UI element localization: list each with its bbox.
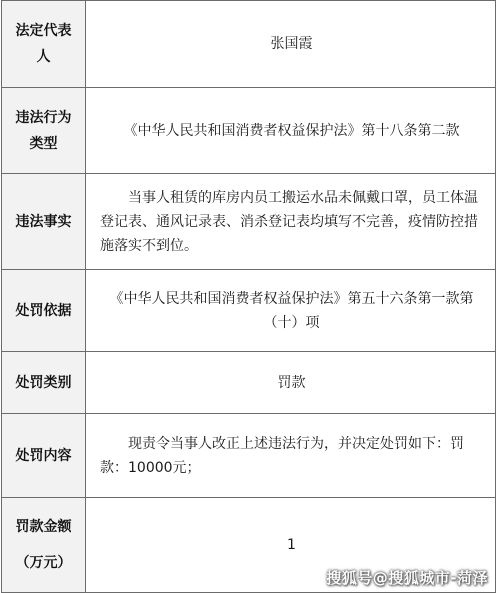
row-value-violation-type: 《中华人民共和国消费者权益保护法》第十八条第二款: [86, 88, 496, 174]
label-line: 人: [2, 45, 85, 69]
row-value-penalty-basis: 《中华人民共和国消费者权益保护法》第五十六条第一款第（十）项: [86, 270, 496, 352]
table-row: [2, 270, 496, 352]
label-line: 类型: [2, 132, 85, 156]
table-row: [2, 174, 496, 270]
label-line: 罚款金额: [2, 515, 85, 539]
watermark: 搜狐号@搜狐城市-菏泽: [326, 567, 488, 588]
label-line: 违法行为: [2, 106, 85, 130]
row-label-penalty-basis: 处罚依据: [2, 270, 86, 352]
table-row: [2, 414, 496, 498]
row-label-fine-amount: [2, 498, 86, 593]
table-row: [2, 1, 496, 88]
row-label-legal-representative: [2, 1, 86, 88]
label-line: （万元）: [2, 551, 85, 575]
row-value-penalty-content: 现责令当事人改正上述违法行为，并决定处罚如下：罚款：10000元；: [86, 414, 496, 498]
row-value-violation-facts: 当事人租赁的库房内员工搬运水品未佩戴口罩，员工体温登记表、通风记录表、消杀登记表均填写不完善，疫情防控措施落实不到位。: [86, 174, 496, 270]
row-value-fine-amount: 1: [86, 498, 496, 593]
row-label-violation-type: [2, 88, 86, 174]
row-label-penalty-category: 处罚类别: [2, 352, 86, 414]
table-row: [2, 352, 496, 414]
row-label-penalty-content: 处罚内容: [2, 414, 86, 498]
row-label-violation-facts: 违法事实: [2, 174, 86, 270]
table-row: [2, 88, 496, 174]
penalty-info-table: [1, 0, 496, 593]
row-value-legal-representative: 张国霞: [86, 1, 496, 88]
label-line: 法定代表: [2, 19, 85, 43]
row-value-penalty-category: 罚款: [86, 352, 496, 414]
